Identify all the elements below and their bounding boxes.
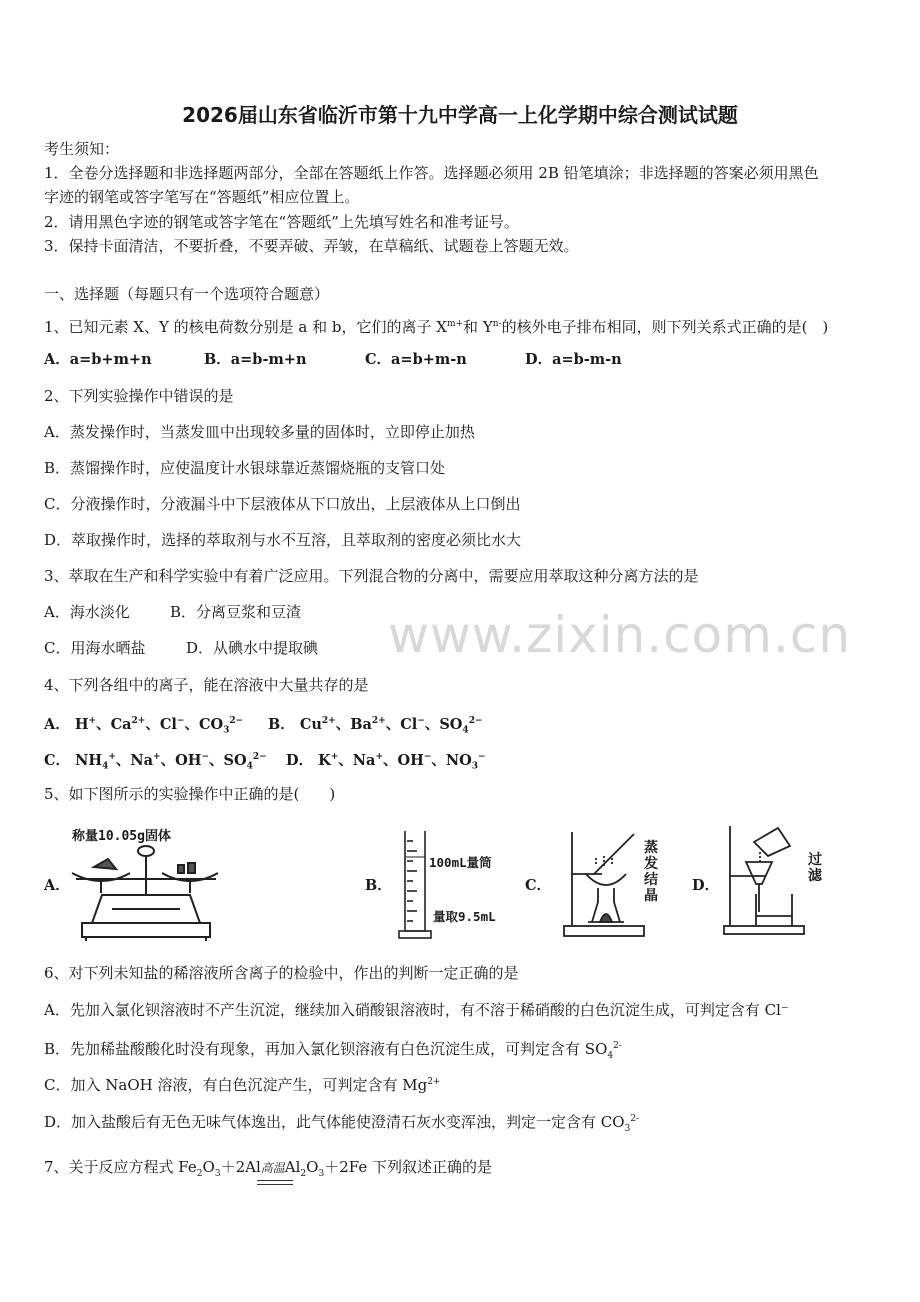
q6-option-c: C．加入 NaOH 溶液，有白色沉淀产生，可判定含有 $Mg^{2+}$ xyxy=(44,1076,441,1094)
evaporation-label: 蒸发结晶 xyxy=(644,840,658,904)
question-4-stem: 4、下列各组中的离子，能在溶液中大量共存的是 xyxy=(44,676,369,694)
evaporation-figure xyxy=(558,822,668,944)
q4-option-a: A． H+、$Ca^{2+}$、Cl−、$CO_3^{2-}$ xyxy=(44,715,244,736)
q6-option-a: A．先加入氯化钡溶液时不产生沉淀，继续加入硝酸银溶液时，有不溶于稀硝酸的白色沉淀生成，可判定含有 Cl⁻ xyxy=(44,1001,789,1019)
reaction-condition: 高温 xyxy=(261,1158,285,1178)
q4-option-c: C． $NH_4^+$、Na+、OH−、$SO_4^{2-}$ xyxy=(44,751,267,772)
q1-option-b: B．a=b-m+n xyxy=(204,351,307,368)
cylinder-size-label: 100mL量筒 xyxy=(429,855,492,870)
q2-option-b: B．蒸馏操作时，应使温度计水银球靠近蒸馏烧瓶的支管口处 xyxy=(44,459,446,477)
q6-option-b: B．先加稀盐酸酸化时没有现象，再加入氯化钡溶液有白色沉淀生成，可判定含有 $SO_4^{2-}$ xyxy=(44,1040,622,1061)
q1-option-d: D．a=b-m-n xyxy=(525,351,622,368)
filtration-drawing xyxy=(720,822,810,944)
q4-option-d: D． K+、Na+、OH−、$NO_3^-$ xyxy=(286,751,486,772)
q5-option-a-label: A． xyxy=(44,877,70,894)
q3-option-c: C．用海水晒盐 xyxy=(44,639,146,657)
q5-option-b-label: B． xyxy=(365,877,392,894)
q5-option-c-label: C． xyxy=(525,877,552,894)
q2-option-c: C．分液操作时，分液漏斗中下层液体从下口放出，上层液体从上口倒出 xyxy=(44,495,521,513)
question-2-stem: 2、下列实验操作中错误的是 xyxy=(44,387,234,405)
q2-option-a: A．蒸发操作时，当蒸发皿中出现较多量的固体时，立即停止加热 xyxy=(44,423,475,441)
notice-line-1a: 1．全卷分选择题和非选择题两部分，全部在答题纸上作答。选择题必须用 2B 铅笔填涂；非选择题的答案必须用黑色 xyxy=(44,164,819,182)
question-7-stem: 7、关于反应方程式 $Fe_2O_3+2Al$高温 $Al_2O_3+2Fe$ 下列叙述正确的是 xyxy=(44,1157,492,1184)
question-5-stem: 5、如下图所示的实验操作中正确的是( ) xyxy=(44,785,336,803)
notice-line-3: 3．保持卡面清洁，不要折叠，不要弄破、弄皱，在草稿纸、试题卷上答题无效。 xyxy=(44,237,579,255)
watermark: www.zixin.com.cn xyxy=(388,606,852,664)
filtration-figure xyxy=(720,822,830,944)
cylinder-figure xyxy=(395,827,525,943)
q1-option-c: C．a=b+m-n xyxy=(365,351,467,368)
q6-option-d: D．加入盐酸后有无色无味气体逸出，此气体能使澄清石灰水变浑浊，判定一定含有 $CO_3^{2-}$ xyxy=(44,1113,640,1134)
notice-line-1b: 字迹的钢笔或答字笔写在“答题纸”相应位置上。 xyxy=(44,188,360,206)
notice-line-2: 2．请用黑色字迹的钢笔或答字笔在“答题纸”上先填写姓名和准考证号。 xyxy=(44,213,519,231)
notice-heading: 考生须知： xyxy=(44,140,120,158)
question-3-stem: 3、萃取在生产和科学实验中有着广泛应用。下列混合物的分离中，需要应用萃取这种分离方法的是 xyxy=(44,567,699,585)
q4-option-b: B． $Cu^{2+}$、$Ba^{2+}$、Cl−、$SO_4^{2-}$ xyxy=(268,715,483,736)
balance-drawing xyxy=(68,825,223,943)
q3-option-b: B．分离豆浆和豆渣 xyxy=(170,603,302,621)
evaporation-drawing xyxy=(558,822,648,944)
cylinder-drawing xyxy=(395,827,435,941)
q5-option-d-label: D． xyxy=(692,877,720,894)
q2-option-d: D．萃取操作时，选择的萃取剂与水不互溶，且萃取剂的密度必须比水大 xyxy=(44,531,522,549)
q3-option-a: A．海水淡化 xyxy=(44,603,130,621)
q3-option-d: D．从碘水中提取碘 xyxy=(186,639,319,657)
question-6-stem: 6、对下列未知盐的稀溶液所含离子的检验中，作出的判断一定正确的是 xyxy=(44,964,519,982)
question-1-stem: 1、已知元素 X、Y 的核电荷数分别是 a 和 b，它们的离子 $X^{m+}$和 $Y^{n-}$的核外电子排布相同，则下列关系式正确的是( ) xyxy=(44,318,829,336)
filtration-label: 过滤 xyxy=(808,852,822,884)
cylinder-volume-label: 量取9.5mL xyxy=(433,909,496,924)
section-heading: 一、选择题（每题只有一个选项符合题意） xyxy=(44,285,330,303)
q1-option-a: A．a=b+m+n xyxy=(44,351,152,368)
balance-figure xyxy=(68,825,223,943)
page-title: 2026届山东省临沂市第十九中学高一上化学期中综合测试试题 xyxy=(182,103,738,127)
balance-caption: 称量10.05g固体 xyxy=(72,829,171,844)
